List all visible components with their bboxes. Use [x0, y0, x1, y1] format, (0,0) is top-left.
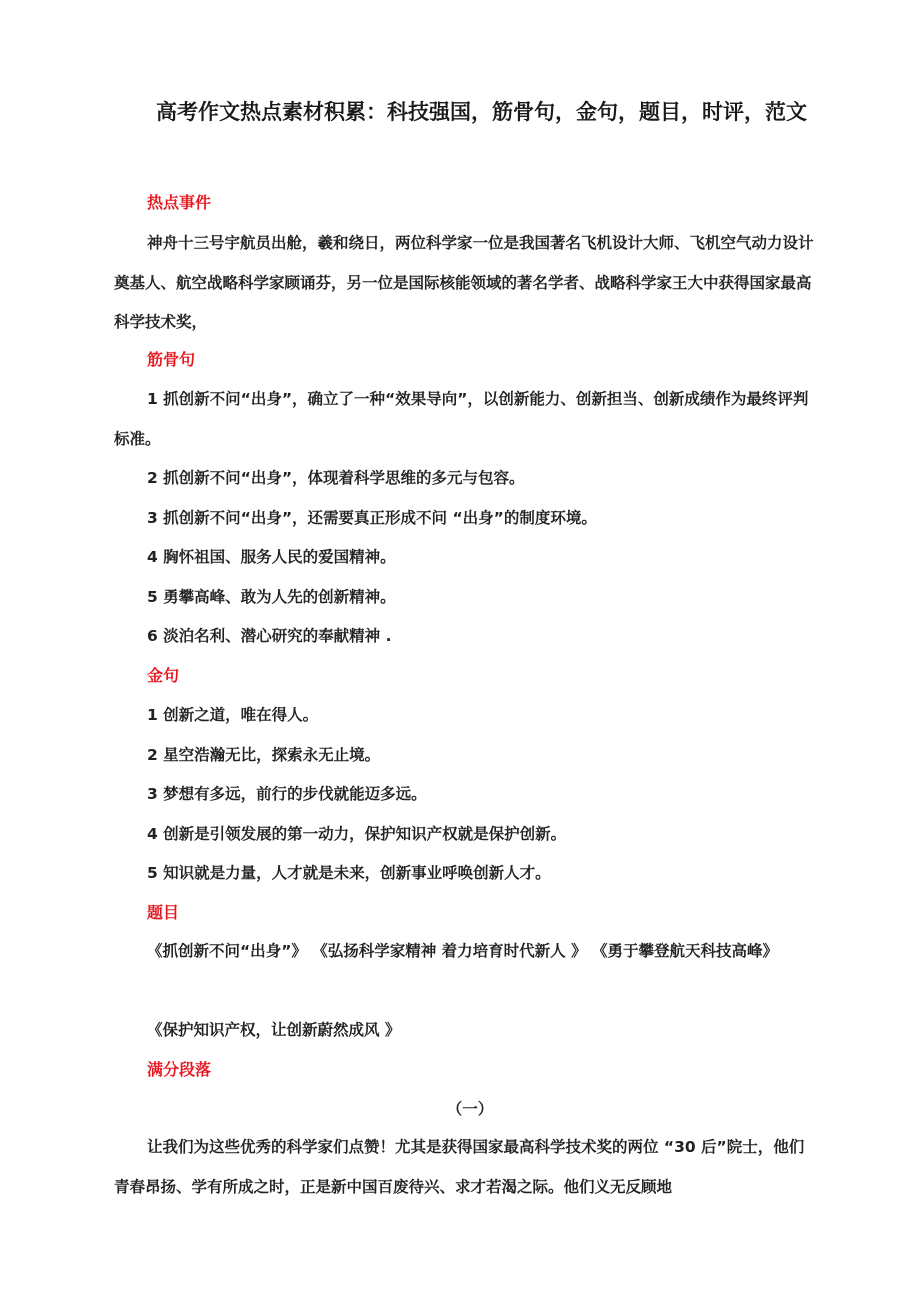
section-heading-golden-sentences: 金句 [147, 666, 180, 685]
section-heading-strong-sentences: 筋骨句 [147, 350, 196, 369]
section-heading-hot-event: 热点事件 [147, 193, 212, 212]
golden-sentence-item: 5 知识就是力量，人才就是未来，创新事业呼唤创新人才。 [147, 864, 551, 882]
strong-sentence-item: 5 勇攀高峰、敢为人先的创新精神。 [147, 588, 396, 606]
paragraph-number: （一） [446, 1100, 494, 1118]
strong-sentence-item: 3 抓创新不问“出身”，还需要真正形成不问 “出身”的制度环境。 [147, 509, 597, 527]
strong-sentence-item: 6 淡泊名利、潜心研究的奉献精神 . [147, 627, 392, 645]
hot-event-paragraph: 神舟十三号宇航员出舱，羲和绕日，两位科学家一位是我国著名飞机设计大师、飞机空气动力设计奠基人、航空战略科学家顾诵芬，另一位是国际核能领域的著名学者、战略科学家王大中获得国家最高科学技术奖， [114, 234, 814, 331]
golden-sentence-item: 3 梦想有多远，前行的步伐就能迈多远。 [147, 785, 427, 803]
topics-list: 《保护知识产权，让创新蔚然成风 》 [147, 1021, 401, 1039]
document-title: 高考作文热点素材积累：科技强国，筋骨句，金句，题目，时评，范文 [156, 100, 807, 124]
golden-sentence-item: 4 创新是引领发展的第一动力，保护知识产权就是保护创新。 [147, 825, 567, 843]
strong-sentence-item: 4 胸怀祖国、服务人民的爱国精神。 [147, 548, 396, 566]
section-heading-topics: 题目 [147, 903, 180, 922]
strong-sentence-item: 2 抓创新不问“出身”，体现着科学思维的多元与包容。 [147, 469, 525, 487]
golden-sentence-item: 2 星空浩瀚无比，探索永无止境。 [147, 746, 381, 764]
section-heading-full-score: 满分段落 [147, 1060, 212, 1079]
strong-sentence-item: 1 抓创新不问“出身”，确立了一种“效果导向”，以创新能力、创新担当、创新成绩作为最终评判标准。 [114, 390, 809, 448]
full-score-paragraph: 让我们为这些优秀的科学家们点赞！尤其是获得国家最高科学技术奖的两位 “30 后”院士，他们青春昂扬、学有所成之时，正是新中国百废待兴、求才若渴之际。他们义无反顾地 [114, 1138, 805, 1196]
golden-sentence-item: 1 创新之道，唯在得人。 [147, 706, 319, 724]
topics-list: 《抓创新不问“出身”》 《弘扬科学家精神 着力培育时代新人 》 《勇于攀登航天科技高峰》 [147, 942, 778, 960]
